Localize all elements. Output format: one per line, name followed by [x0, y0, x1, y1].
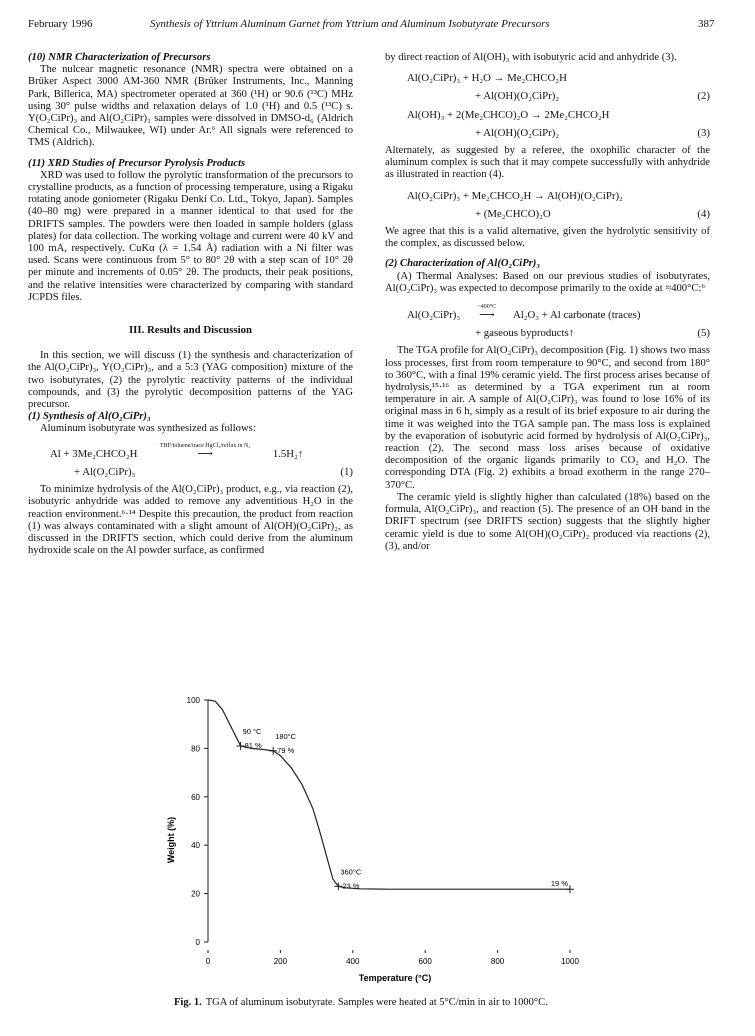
section-11-title: (11) XRD Studies of Precursor Pyrolysis Products	[28, 157, 246, 169]
x-tick-label: 200	[273, 957, 288, 966]
eq5-arrow: ~400°C ⟶	[477, 304, 497, 322]
synthesis-title: (1) Synthesis of Al(O₂CiPr)₃	[28, 411, 151, 423]
eq1-condition: THF/toluene/trace HgCl₂/reflux in N₂	[159, 442, 251, 449]
eq5-number: (5)	[697, 327, 710, 340]
yield-text: The ceramic yield is slightly higher than calculated (18%) based on the formula, Al(O₂CiPr)₃, and reaction (5). The presence of an OH band in the DRIFT spectrum (see DRIFTS section) suggests that the slightly higher ceramic yield is due to some Al(OH)(O₂CiPr)₂ produced via reactions (2), (3), and/or	[385, 491, 710, 552]
x-tick-label: 600	[418, 957, 432, 966]
equation-2-line2: + Al(OH)(O₂CiPr)₂ (2)	[475, 90, 710, 103]
chart-annotations	[237, 727, 574, 893]
y-tick-label: 40	[191, 841, 200, 851]
results-intro: In this section, we will discuss (1) the synthesis and characterization of the Al(O₂CiPr)₃, Y(O₂CiPr)₃, and a 5:3 (YAG composition) mixture of the two isobutyrates, (2) the pyrolytic reactivity patterns of the individual compounds, and (3) the pyrolytic decomposition patterns of the YAG precursor.	[28, 350, 353, 411]
eq2-number: (2)	[697, 90, 710, 103]
annotation-percent: 81 %	[244, 740, 262, 750]
running-date: February 1996	[28, 18, 93, 30]
page-number: 387	[698, 18, 715, 30]
section-10-text: The nulcear magnetic resonance (NMR) spectra were obtained on a Brüker Aspect 3000 AM-360 NMR (Brüker Instruments, Inc., Manning Park, Billerica, MA) spectrometer operated at 360 (¹H) or 90.6 (¹³C) MHz using 30° pulse widths and relaxation delays of 1.0 (¹H) and 0.5 (¹³C) s. Y(O₂CiPr)₃ and Al(O₂CiPr)₃ samples were dissolved in DMSO-d₆ (Aldrich Chemical Co., Milwaukee, WI) under Ar.⁶ All signals were referenced to TMS (Aldrich).	[28, 64, 353, 149]
chart-ticks	[187, 696, 580, 966]
left-column	[28, 52, 353, 557]
tga-text: The TGA profile for Al(O₂CiPr)₃ decomposition (Fig. 1) shows two mass loss processes, first from room temperature to 90°C, and second from 180° to 360°C, with a final 19% ceramic yield. The first process arises because of hydrolysis,¹⁵·¹⁶ as determined by a TGA experiment run at room temperature in air. A sample of Al(O₂CiPr)₃ was found to lose 16% of its original mass in 6 h, simply as a result of its brief exposure to air during the time it was weighed into the TGA sample pan. The mass loss is explained by the evaporation of isobutyric acid formed by hydrolysis of Al(O₂CiPr)₃, reaction (2). The second mass loss arises because of oxidative decomposition of the organic ligands primarily to CO₂ and H₂O. The corresponding DTA (Fig. 2) exhibits a broad exotherm in the range 270–370°C.	[385, 345, 710, 491]
y-tick-label: 20	[191, 889, 200, 899]
equation-5: Al(O₂CiPr)₃ ~400°C ⟶ Al₂O₃ + Al carbonate (traces)	[407, 304, 641, 322]
x-tick-label: 800	[490, 957, 505, 966]
agree-text: We agree that this is a valid alternative, given the hydrolytic sensitivity of the complex, as discussed below.	[385, 226, 710, 250]
x-tick-label: 400	[346, 957, 360, 966]
x-tick-label: 1000	[561, 957, 579, 966]
figure-caption	[174, 997, 548, 1008]
eq1-right: 1.5H₂↑	[272, 447, 304, 460]
equation-2: Al(O₂CiPr)₃ + H₂O → Me₂CHCO₂H	[407, 72, 567, 85]
tga-chart	[150, 688, 610, 988]
section-11-text: XRD was used to follow the pyrolytic transformation of the precursors to crystalline products, as a function of processing temperature, using a Rigaku rotating anode goniometer (Rigaku Denki Co. Ltd., Tokyo, Japan). Samples (40–80 mg) were prepared in a manner identical to that used for the DRIFTS samples. The powders were then loaded in sample holders (glass plates) for data collection. The working voltage and current were 40 kV and 100 mA, respectively. CuKα (λ = 1.54 Å) radiation with a Ni filter was used. Scans were continuous from 5° to 80° 2θ with a step scan of 10° 2θ per minute and increments of 0.05° 2θ. The products, their peak positions, and the relative intensities were characterized by comparing with standard JCPDS files.	[28, 169, 353, 303]
y-tick-label: 100	[186, 696, 200, 705]
annotation-percent: 79 %	[277, 745, 295, 755]
y-tick-label: 60	[191, 792, 200, 802]
section-10-title: (10) NMR Characterization of Precursors	[28, 52, 211, 63]
y-axis-label: Weight (%)	[166, 816, 176, 864]
eq4-number: (4)	[697, 207, 710, 220]
annotation-temperature: 90 °C	[242, 726, 262, 736]
right-column	[385, 52, 710, 553]
results-heading: III. Results and Discussion	[128, 324, 252, 337]
characterization-title: (2) Characterization of Al(O₂CiPr)₃	[385, 258, 541, 270]
equation-4-line2: + (Me₂CHCO)₂O (4)	[475, 207, 710, 220]
equation-5-line2: + gaseous byproducts↑ (5)	[475, 327, 710, 340]
equation-1-line2: + Al(O₂CiPr)₃ (1)	[74, 465, 353, 478]
synthesis-text: Aluminum isobutyrate was synthesized as follows:	[40, 423, 256, 435]
eq1-number: (1)	[340, 465, 353, 478]
thermal-analyses-text: (A) Thermal Analyses: Based on our previous studies of isobutyrates, Al(O₂CiPr)₃ was expected to decompose primarily to the oxide at ≈400°C:⁶	[385, 270, 710, 294]
running-title: Synthesis of Yttrium Aluminum Garnet from Yttrium and Aluminum Isobutyrate Precursors	[150, 18, 550, 30]
caption-text: TGA of aluminum isobutyrate. Samples were heated at 5°C/min in air to 1000°C.	[205, 997, 548, 1008]
annotation-temperature: 360°C	[340, 867, 362, 877]
annotation-percent: 23 %	[342, 881, 360, 891]
right-intro: by direct reaction of Al(OH)₃ with isobutyric acid and anhydride (3).	[385, 52, 677, 63]
equation-3: Al(OH)₃ + 2(Me₂CHCO)₂O → 2Me₂CHCO₂H	[407, 108, 610, 121]
x-tick-label: 0	[205, 957, 211, 966]
annotation-percent: 19 %	[550, 879, 568, 889]
y-tick-label: 0	[195, 938, 200, 947]
after-eq1-text: To minimize hydrolysis of the Al(O₂CiPr)₃ product, e.g., via reaction (2), isobutyric anhydride was added to remove any adventitious H₂O in the reaction environment.⁶·¹⁴ Despite this precaution, the product from reaction (1) was always contaminated with a slight amount of Al(OH)(O₂CiPr)₂, as discussed in the DRIFTS section, which could derive from the aluminum hydroxide scale on the Al powder surface, as confirmed	[28, 484, 353, 557]
annotation-temperature: 180°C	[275, 731, 297, 741]
alternate-text: Alternately, as suggested by a referee, the oxophilic character of the aluminum complex is such that it may compete successfully with anhydride as illustrated in reaction (4).	[385, 145, 710, 181]
tga-curve	[208, 700, 570, 889]
eq1-left: Al + 3Me₂CHCO₂H	[50, 447, 138, 460]
eq1-arrow: THF/toluene/trace HgCl₂/reflux in N₂ ⟶	[140, 448, 270, 460]
equation-4: Al(O₂CiPr)₃ + Me₂CHCO₂H → Al(OH)(O₂CiPr)₂	[407, 189, 623, 202]
x-axis-label: Temperature (°C)	[358, 973, 432, 983]
equation-3-line2: + Al(OH)(O₂CiPr)₂ (3)	[475, 126, 710, 139]
eq3-number: (3)	[697, 126, 710, 139]
caption-label: Fig. 1.	[174, 997, 202, 1008]
y-tick-label: 80	[191, 744, 200, 754]
equation-1	[28, 442, 353, 460]
